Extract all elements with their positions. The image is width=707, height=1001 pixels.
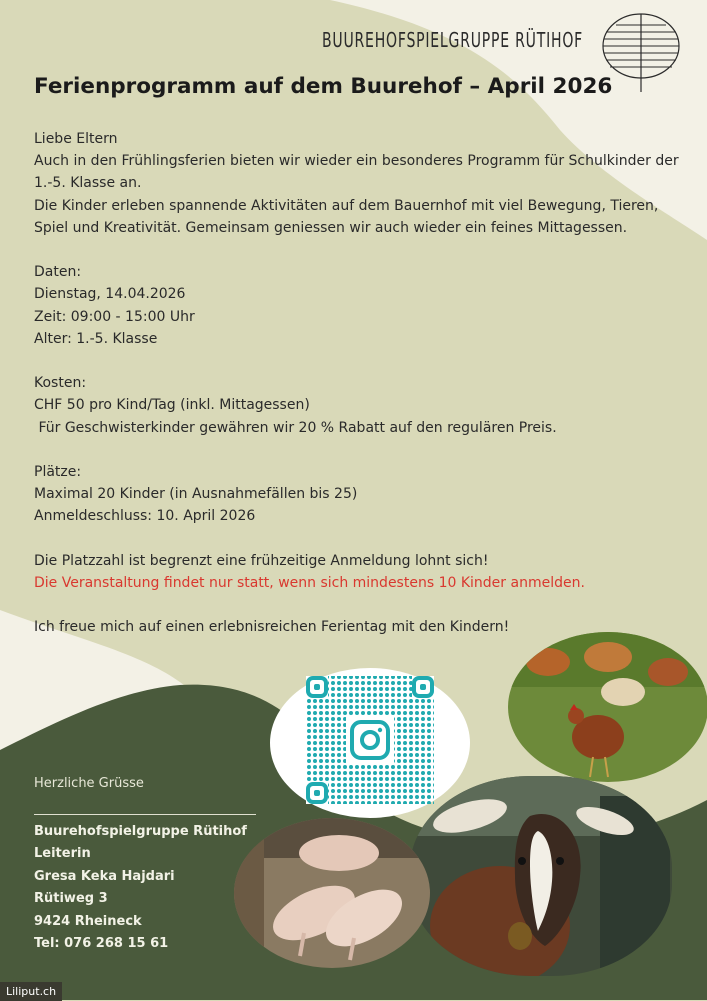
phone-number[interactable]: Tel: 076 268 15 61 [34,936,169,952]
costs-heading: Kosten: [34,375,87,392]
pigs-photo [234,818,430,968]
intro-line-3: Die Kinder erleben spannende Aktivitäten auf dem Bauernhof mit viel Bewegung, Tieren, [34,197,659,214]
dates-heading: Daten: [34,264,82,281]
intro-line-1: Auch in den Frühlingsferien bieten wir wieder ein besonderes Programm für Schulkinder der [34,153,679,170]
limited-note: Die Platzzahl ist begrenzt eine frühzeitige Anmeldung lohnt sich! [34,552,489,569]
sibling-discount: Für Geschwisterkinder gewähren wir 20 % Rabatt auf den regulären Preis. [34,419,557,436]
price: CHF 50 pro Kind/Tag (inkl. Mittagessen) [34,397,310,414]
city: 9424 Rheineck [34,913,142,929]
minimum-condition: Die Veranstaltung findet nur statt, wenn sich mindestens 10 Kinder anmelden. [34,575,585,591]
qr-code-icon [270,668,470,818]
contact-name: Gresa Keka Hajdari [34,868,175,884]
closing-line: Ich freue mich auf einen erlebnisreichen Ferientag mit den Kindern! [34,619,510,636]
organization-name: Buurehofspielgruppe Rütihof [34,824,247,839]
registration-deadline: Anmeldeschluss: 10. April 2026 [34,508,256,525]
max-participants: Maximal 20 Kinder (in Ausnahmefällen bis 25) [34,486,358,503]
brand-name: BUUREHOFSPIELGRUPPE RÜTIHOF [322,28,584,52]
signature-block [34,821,247,955]
intro-line-4: Spiel und Kreativität. Gemeinsam geniessen wir auch wieder ein feines Mittagessen. [34,219,628,236]
site-watermark: Liliput.ch [0,982,62,1001]
intro-line-2: 1.-5. Klasse an. [34,175,142,192]
event-age: Alter: 1.-5. Klasse [34,330,158,347]
chickens-photo [508,632,707,782]
instagram-qr-code[interactable] [270,668,470,818]
salutation: Liebe Eltern [34,131,118,147]
places-heading: Plätze: [34,464,82,480]
main-text [34,128,694,639]
page-title: Ferienprogramm auf dem Buurehof – April 2026 [34,74,613,99]
goat-photo [410,776,672,976]
signature-divider [34,814,256,815]
greeting: Herzliche Grüsse [34,776,144,791]
street-address: Rütiweg 3 [34,891,108,907]
event-day: Dienstag, 14.04.2026 [34,286,186,303]
event-time: Zeit: 09:00 - 15:00 Uhr [34,308,195,325]
role: Leiterin [34,846,91,862]
